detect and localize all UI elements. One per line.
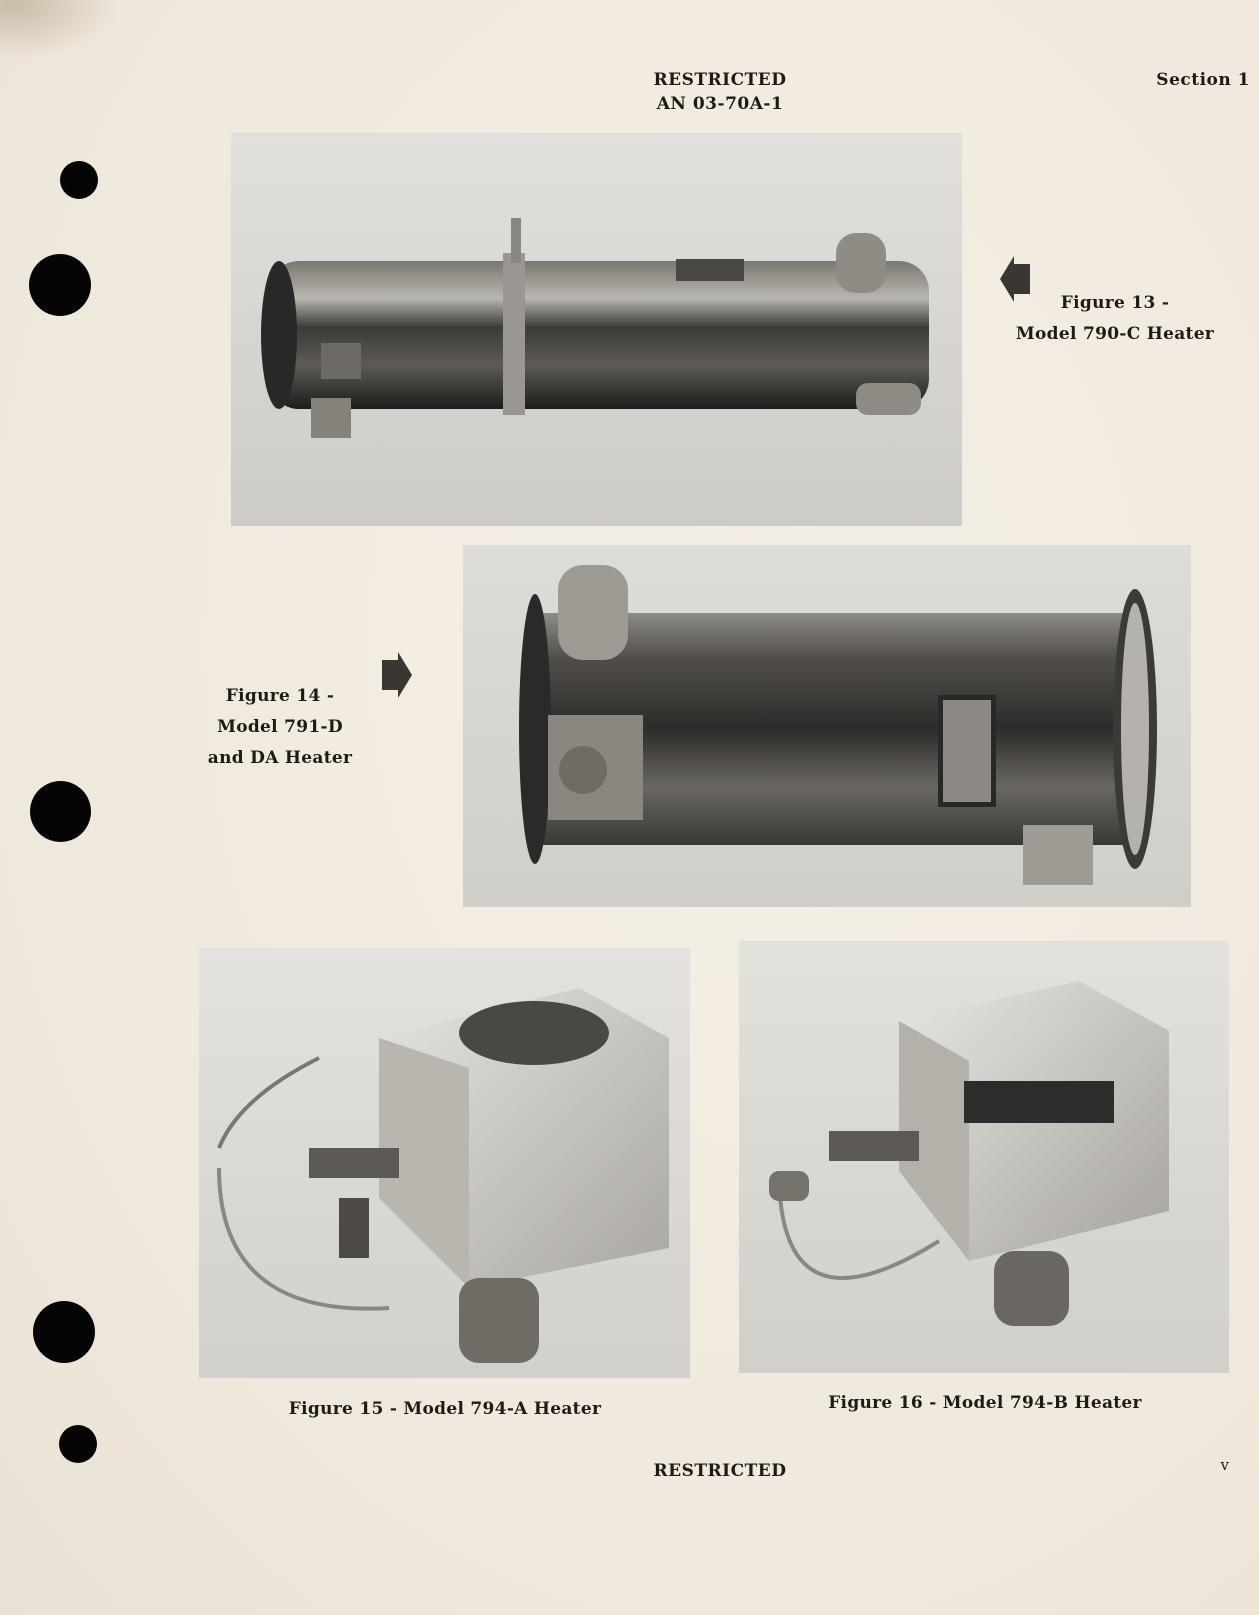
binder-hole-5 xyxy=(59,1425,97,1463)
figure-16-photo xyxy=(739,941,1229,1373)
footer-classification: RESTRICTED xyxy=(653,1461,787,1481)
figure-16-caption: Figure 16 - Model 794-B Heater xyxy=(828,1393,1142,1413)
binder-hole-4 xyxy=(33,1301,95,1363)
header-doc-number: AN 03-70A-1 xyxy=(656,94,784,114)
figure-13-caption xyxy=(1010,288,1220,350)
figure-14-pointer-arrow-icon xyxy=(382,652,412,698)
binder-hole-3 xyxy=(30,781,91,842)
figure-14-caption-line3: and DA Heater xyxy=(207,748,353,768)
header-section: Section 1 xyxy=(1156,70,1250,90)
binder-hole-2 xyxy=(29,254,91,316)
footer-page-number: v xyxy=(1220,1456,1230,1474)
figure-14-caption-line2: Model 791-D xyxy=(217,717,343,737)
page-edge-stain xyxy=(0,0,120,60)
binder-hole-1 xyxy=(60,161,98,199)
figure-13-caption-line2: Model 790-C Heater xyxy=(1015,324,1215,344)
figure-14-photo xyxy=(463,545,1191,907)
figure-14-caption-line1: Figure 14 - xyxy=(225,686,335,706)
figure-15-photo xyxy=(199,948,690,1378)
figure-13-caption-line1: Figure 13 - xyxy=(1060,293,1170,313)
header-classification: RESTRICTED xyxy=(653,70,787,90)
figure-15-caption: Figure 15 - Model 794-A Heater xyxy=(288,1399,602,1419)
figure-14-caption xyxy=(195,681,365,774)
figure-13-photo xyxy=(231,133,962,526)
